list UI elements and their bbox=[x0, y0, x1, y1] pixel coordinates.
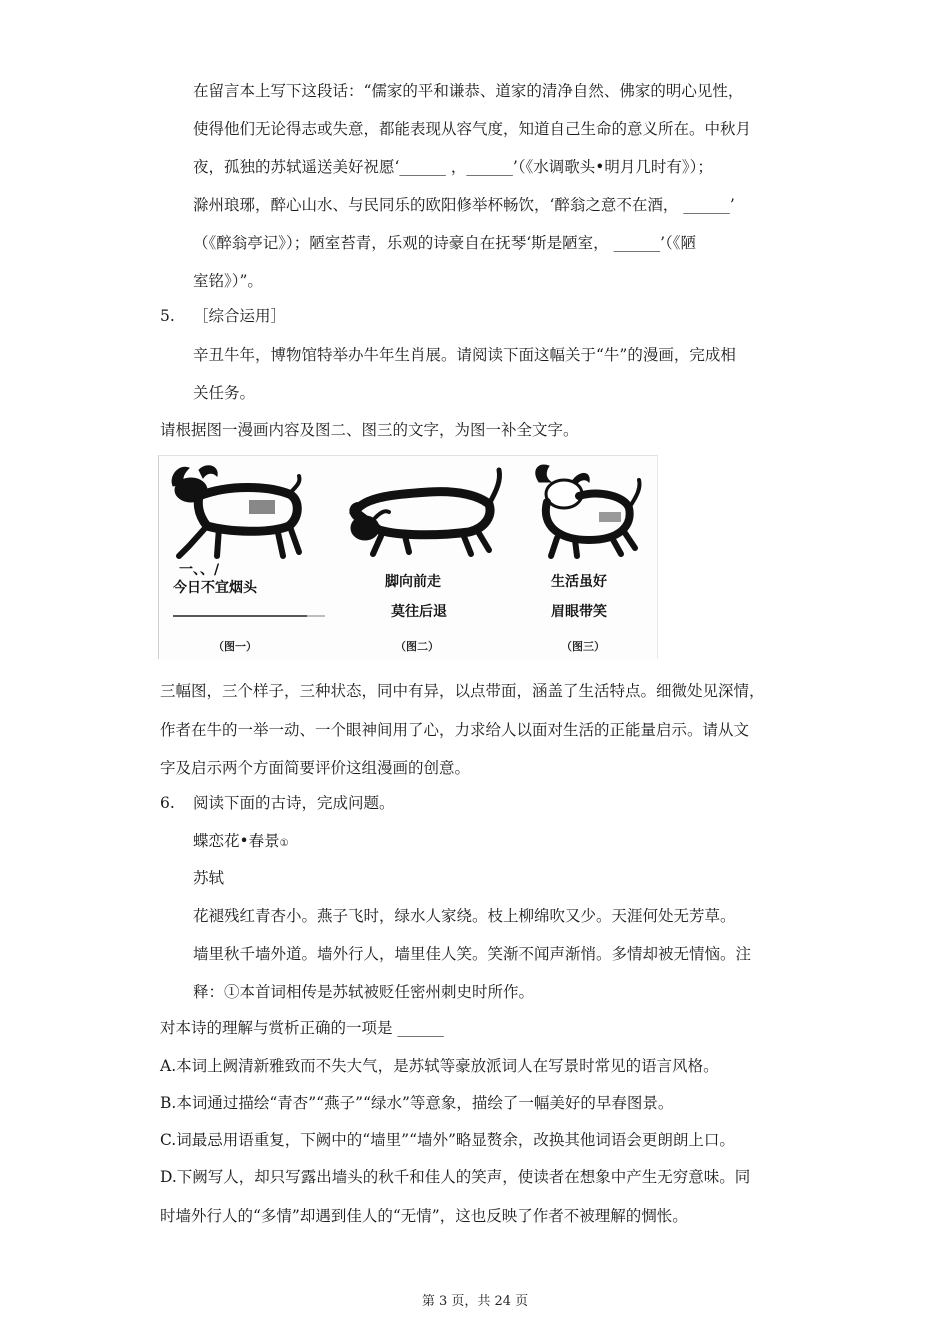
q6-prompt: 阅读下面的古诗，完成问题。 bbox=[193, 794, 395, 812]
fig3-caption-top: 生活虽好 bbox=[551, 574, 607, 590]
ox-comic-figure bbox=[158, 455, 658, 659]
fig2-caption-bottom: 莫往后退 bbox=[391, 604, 447, 620]
fig3-caption-bottom: 眉眼带笑 bbox=[551, 604, 607, 620]
q5-eval-line-1: 三幅图，三个样子，三种状态，同中有异，以点带面，涵盖了生活特点。细微处见深情， bbox=[160, 682, 765, 700]
q4-line-4: 滁州琅琊，醉心山水、与民同乐的欧阳修举杯畅饮，‘醉翁之意不在酒， ______’ bbox=[193, 196, 735, 214]
ox-drawing-3 bbox=[536, 465, 640, 556]
q4-line-1: 在留言本上写下这段话：“儒家的平和谦恭、道家的清净自然、佛家的明心见性， bbox=[193, 82, 744, 100]
poem-title-footnote-mark: ① bbox=[279, 838, 289, 849]
poem-line-2: 墙里秋千墙外道。墙外行人，墙里佳人笑。笑渐不闻声渐悄。多情却被无情恼。注 bbox=[193, 945, 752, 963]
q5-tag: ［综合运用］ bbox=[193, 307, 287, 325]
fig2-label: （图二） bbox=[395, 640, 439, 653]
option-d-line-1: D.下阙写人，却只写露出墙头的秋千和佳人的笑声，使读者在想象中产生无穷意味。同 bbox=[160, 1168, 751, 1186]
page-footer: 第 3 页，共 24 页 bbox=[421, 1294, 529, 1309]
poem-title: 蝶恋花•春景 bbox=[193, 832, 280, 850]
fig2-caption-top: 脚向前走 bbox=[385, 574, 441, 590]
poem-title-row bbox=[193, 830, 289, 855]
q6-number: 6. bbox=[160, 794, 175, 812]
q5-intro-line-2: 关任务。 bbox=[193, 384, 256, 402]
q4-line-6: 室铭》）”。 bbox=[193, 272, 263, 290]
fig1-caption-bottom: 今日不宜烟头 bbox=[173, 580, 257, 596]
option-d-line-2: 时墙外行人的“多情”却遇到佳人的“无情”，这也反映了作者不被理解的惆怅。 bbox=[160, 1207, 688, 1225]
option-c: C.词最忌用语重复，下阙中的“墙里”“墙外”略显赘余，改换其他词语会更朗朗上口。 bbox=[160, 1131, 735, 1149]
fig3-label: （图三） bbox=[561, 640, 605, 653]
poem-note: 释：①本首词相传是苏轼被贬任密州刺史时所作。 bbox=[193, 983, 535, 1001]
fig1-caption-top: 一、、/ bbox=[179, 562, 220, 578]
q5-number: 5. bbox=[160, 307, 175, 325]
option-b: B.本词通过描绘“青杏”“燕子”“绿水”等意象，描绘了一幅美好的早春图景。 bbox=[160, 1094, 674, 1112]
fig1-label: （图一） bbox=[213, 640, 257, 653]
q5-eval-line-2: 作者在牛的一举一动、一个眼神间用了心，力求给人以面对生活的正能量启示。请从文 bbox=[160, 721, 750, 739]
poem-line-1: 花褪残红青杏小。燕子飞时，绿水人家绕。枝上柳绵吹又少。天涯何处无芳草。 bbox=[193, 907, 736, 925]
q6-question: 对本诗的理解与赏析正确的一项是 ______ bbox=[160, 1019, 444, 1037]
option-a: A.本词上阙清新雅致而不失大气，是苏轼等豪放派词人在写景时常见的语言风格。 bbox=[160, 1057, 719, 1075]
q5-task: 请根据图一漫画内容及图二、图三的文字，为图一补全文字。 bbox=[160, 421, 579, 439]
q5-eval-line-3: 字及启示两个方面简要评价这组漫画的创意。 bbox=[160, 759, 471, 777]
q4-line-3: 夜，孤独的苏轼遥送美好祝愿‘______ ，______’（《水调歌头•明月几时有》）； bbox=[193, 158, 713, 176]
poem-author: 苏轼 bbox=[193, 869, 225, 887]
ox-drawing-1 bbox=[172, 466, 299, 556]
q5-intro-line-1: 辛丑牛年，博物馆特举办牛年生肖展。请阅读下面这幅关于“牛”的漫画，完成相 bbox=[193, 346, 736, 364]
ox-comic-svg bbox=[159, 456, 657, 659]
q4-line-2: 使得他们无论得志或失意，都能表现从容气度，知道自己生命的意义所在。中秋月 bbox=[193, 120, 752, 138]
ox-drawing-2 bbox=[351, 470, 500, 554]
q4-line-5: （《醉翁亭记》）；陋室苔青，乐观的诗豪自在抚琴‘斯是陋室， ______’（《陋 bbox=[193, 234, 697, 252]
